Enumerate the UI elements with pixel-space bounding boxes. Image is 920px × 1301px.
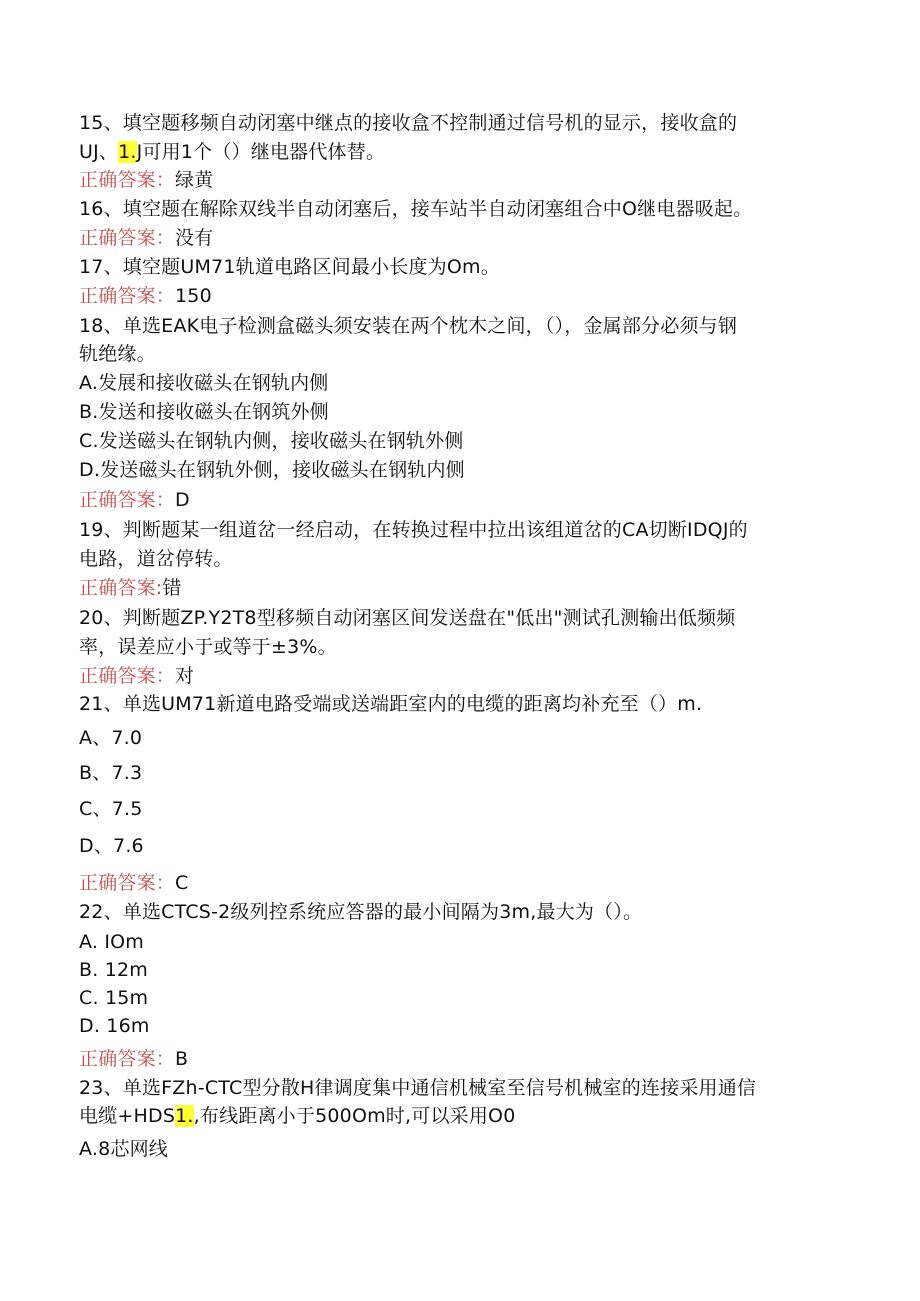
q15-stem-part-b: J可用1个（）继电器代体替。 xyxy=(136,141,386,163)
q21-option-c: C、7.5 xyxy=(79,798,143,820)
q20-stem-line2: 率，误差应小于或等于±3%。 xyxy=(79,636,337,658)
q23-option-a: A.8芯网线 xyxy=(79,1138,168,1160)
q23-stem-line1: 23、单选FZh-CTC型分散H律调度集中通信机械室至信号机械室的连接采用通信 xyxy=(79,1077,757,1099)
q23-stem-part-a: 电缆+HDS xyxy=(79,1105,176,1127)
q18-option-a: A.发展和接收磁头在钢轨内侧 xyxy=(79,372,329,394)
q18-stem-line1: 18、单选EAK电子检测盒磁头须安装在两个枕木之间，（），金属部分必须与钢 xyxy=(79,315,738,337)
q23-stem-part-b: ,布线距离小于500Om时,可以采用O0 xyxy=(193,1105,516,1127)
q19-stem-line2: 电路，道岔停转。 xyxy=(79,548,233,570)
q18-option-c: C.发送磁头在钢轨内侧，接收磁头在钢轨外侧 xyxy=(79,430,464,452)
q16-stem-line1: 16、填空题在解除双线半自动闭塞后，接车站半自动闭塞组合中O继电器吸起。 xyxy=(79,198,753,220)
q17-stem-line1: 17、填空题UM71轨道电路区间最小长度为Om。 xyxy=(79,256,500,278)
q21-stem-line1: 21、单选UM71新道电路受端或送端距室内的电缆的距离均补充至（）m. xyxy=(79,693,703,715)
answer-label: 正确答案： xyxy=(79,665,176,687)
q20-stem-line1: 20、判断题ZP.Y2T8型移频自动闭塞区间发送盘在"低出"测试孔测输出低频频 xyxy=(79,607,736,629)
q22-option-a: A. IOm xyxy=(79,931,145,953)
answer-value: 绿黄 xyxy=(175,169,214,191)
answer-label: 正确答案： xyxy=(79,285,176,307)
q15-stem-part-a: UJ、 xyxy=(79,141,119,163)
answer-value: 150 xyxy=(175,285,212,307)
q22-option-b: B. 12m xyxy=(79,959,148,981)
q18-option-d: D.发送磁头在钢轨外侧，接收磁头在钢轨内侧 xyxy=(79,459,465,481)
q21-option-a: A、7.0 xyxy=(79,727,143,749)
answer-value: D xyxy=(175,489,190,511)
q15-stem-line2 xyxy=(79,140,385,164)
answer-value: 错 xyxy=(162,577,182,599)
answer-value: 没有 xyxy=(175,227,214,249)
q21-answer xyxy=(79,871,188,895)
answer-label: 正确答案： xyxy=(79,872,176,894)
answer-value: C xyxy=(175,872,189,894)
q19-stem-line1: 19、判断题某一组道岔一经启动，在转换过程中拉出该组道岔的CA切断IDQJ的 xyxy=(79,519,748,541)
q21-option-b: B、7.3 xyxy=(79,762,143,784)
q23-stem-line2 xyxy=(79,1104,516,1128)
q18-option-b: B.发送和接收磁头在钢筑外侧 xyxy=(79,401,329,423)
q22-option-c: C. 15m xyxy=(79,987,149,1009)
q15-answer xyxy=(79,168,213,192)
q15-highlight: 1. xyxy=(118,141,137,163)
q22-option-d: D. 16m xyxy=(79,1015,150,1037)
q18-answer xyxy=(79,488,190,512)
q22-answer xyxy=(79,1047,188,1071)
q18-stem-line2: 轨绝缘。 xyxy=(79,343,156,365)
q15-stem-line1: 15、填空题移频自动闭塞中继点的接收盒不控制通过信号机的显示，接收盒的 xyxy=(79,112,738,134)
q22-stem-line1: 22、单选CTCS-2级列控系统应答器的最小间隔为3m,最大为（）。 xyxy=(79,901,643,923)
q21-option-d: D、7.6 xyxy=(79,835,144,857)
answer-value: 对 xyxy=(175,665,195,687)
answer-label: 正确答案： xyxy=(79,227,176,249)
answer-label: 正确答案: xyxy=(79,577,163,599)
q23-highlight: 1. xyxy=(175,1105,194,1127)
answer-label: 正确答案： xyxy=(79,169,176,191)
q16-answer xyxy=(79,226,213,250)
q20-answer xyxy=(79,664,194,688)
q19-answer xyxy=(79,576,182,600)
q17-answer xyxy=(79,284,212,308)
answer-label: 正确答案： xyxy=(79,1048,176,1070)
answer-value: B xyxy=(175,1048,189,1070)
answer-label: 正确答案： xyxy=(79,489,176,511)
